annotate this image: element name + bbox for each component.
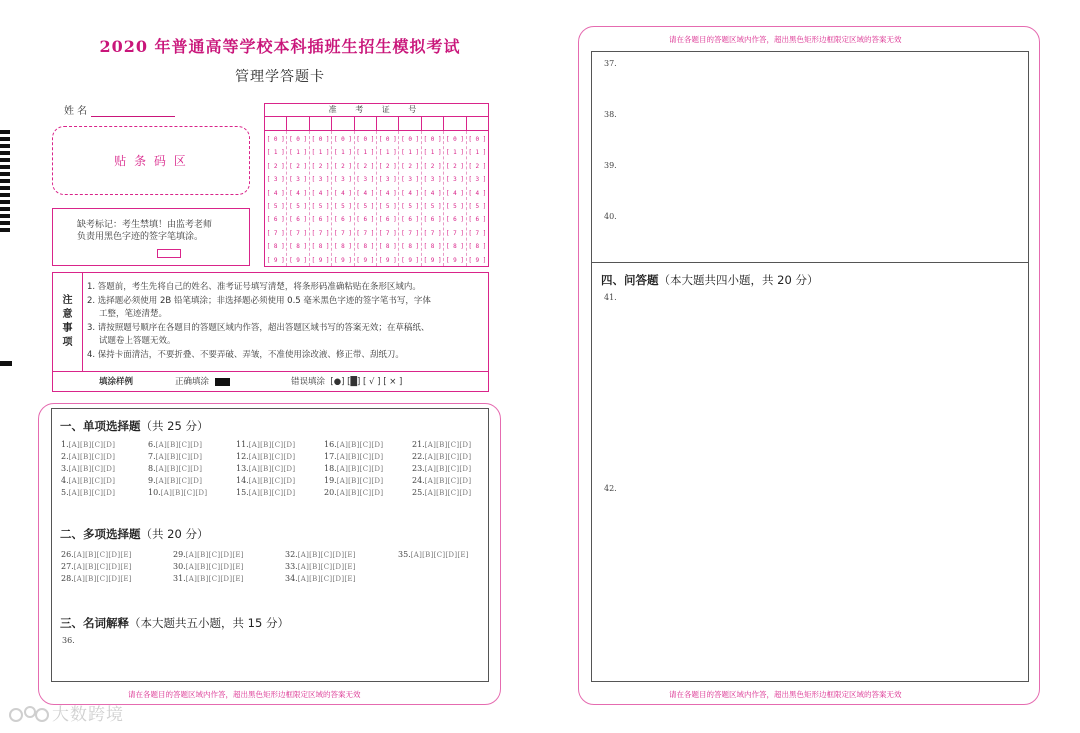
question-number: 3.: [61, 464, 69, 473]
exam-number-write-row: [265, 117, 488, 131]
exam-digit-bubble[interactable]: [ 5 ]: [289, 202, 308, 210]
exam-digit-bubble[interactable]: [ 6 ]: [445, 216, 464, 224]
question-number: 30.: [173, 562, 186, 571]
exam-digit-bubble[interactable]: [ 7 ]: [401, 229, 420, 237]
exam-digit-bubble[interactable]: [ 2 ]: [289, 162, 308, 170]
timing-mark: [0, 179, 10, 183]
question-row[interactable]: [412, 475, 471, 487]
exam-digit-column: [399, 131, 421, 266]
left-frame-note: 请在各题目的答题区域内作答，超出黑色矩形边框限定区域的答案无效: [128, 690, 361, 699]
exam-digit-bubble[interactable]: [ 1 ]: [311, 149, 330, 157]
question-37-label: 37.: [604, 59, 617, 68]
answer-options[interactable]: [A][B][C][D]: [424, 477, 472, 485]
question-row[interactable]: [173, 561, 244, 573]
exam-digit-bubble[interactable]: [ 1 ]: [468, 149, 487, 157]
answer-options[interactable]: [A][B][C][D][E]: [410, 551, 469, 559]
timing-mark: [0, 221, 10, 225]
question-number: 34.: [285, 574, 298, 583]
answer-options[interactable]: [A][B][C][D][E]: [73, 575, 132, 583]
exam-digit-bubble[interactable]: [ 7 ]: [468, 229, 487, 237]
exam-digit-bubble[interactable]: [ 6 ]: [266, 216, 285, 224]
exam-digit-bubble[interactable]: [ 3 ]: [445, 176, 464, 184]
exam-digit-bubble[interactable]: [ 2 ]: [333, 162, 352, 170]
timing-mark: [0, 130, 10, 134]
exam-digit-bubble[interactable]: [ 0 ]: [356, 136, 375, 143]
exam-digit-bubble[interactable]: [ 1 ]: [356, 149, 375, 157]
exam-digit-bubble[interactable]: [ 7 ]: [311, 229, 330, 237]
note-item: 工整，笔迹清楚。: [99, 309, 168, 319]
question-39-label: 39.: [604, 161, 617, 170]
timing-mark: [0, 186, 10, 190]
answer-options[interactable]: [A][B][C][D][E]: [297, 551, 356, 559]
exam-digit-bubble[interactable]: [ 4 ]: [289, 189, 308, 197]
question-row[interactable]: [236, 475, 295, 487]
exam-digit-bubble[interactable]: [ 9 ]: [401, 256, 420, 264]
exam-digit-bubble[interactable]: [ 7 ]: [356, 229, 375, 237]
exam-digit-bubble[interactable]: [ 0 ]: [423, 136, 442, 143]
question-number: 5.: [61, 488, 69, 497]
exam-digit-bubble[interactable]: [ 4 ]: [311, 189, 330, 197]
watermark: 大数跨境: [8, 700, 124, 726]
answer-options[interactable]: [A][B][C][D]: [68, 465, 116, 473]
timing-mark: [0, 214, 10, 218]
section2-title: 二、多项选择题（共 20 分）: [60, 527, 209, 541]
answer-options[interactable]: [A][B][C][D][E]: [73, 551, 132, 559]
timing-mark: [0, 172, 10, 176]
exam-digit-cell[interactable]: [377, 117, 399, 130]
fill-sample-label: 填涂样例: [99, 377, 134, 387]
question-row[interactable]: [148, 439, 207, 451]
exam-digit-bubble[interactable]: [ 8 ]: [468, 243, 487, 251]
answer-options[interactable]: [A][B][C][D]: [155, 453, 203, 461]
question-number: 33.: [285, 562, 298, 571]
question-40-label: 40.: [604, 212, 617, 221]
question-row[interactable]: [173, 573, 244, 585]
exam-digit-column: [355, 131, 377, 266]
exam-digit-bubble[interactable]: [ 2 ]: [356, 162, 375, 170]
question-number: 24.: [412, 476, 425, 485]
answer-options[interactable]: [A][B][C][D]: [248, 441, 296, 449]
exam-digit-bubble[interactable]: [ 1 ]: [401, 149, 420, 157]
exam-digit-bubble[interactable]: [ 6 ]: [378, 216, 397, 224]
answer-options[interactable]: [A][B][C][D]: [155, 477, 203, 485]
question-column: [285, 549, 356, 585]
exam-digit-cell[interactable]: [444, 117, 466, 130]
question-row[interactable]: [285, 561, 356, 573]
section3-title: 三、名词解释（本大题共五小题，共 15 分）: [60, 616, 289, 630]
question-row[interactable]: [412, 463, 471, 475]
question-number: 14.: [236, 476, 249, 485]
answer-options[interactable]: [A][B][C][D]: [336, 489, 384, 497]
question-number: 19.: [324, 476, 337, 485]
exam-digit-bubble[interactable]: [ 5 ]: [445, 202, 464, 210]
question-row[interactable]: [148, 463, 207, 475]
exam-digit-bubble[interactable]: [ 1 ]: [289, 149, 308, 157]
exam-digit-bubble[interactable]: [ 2 ]: [401, 162, 420, 170]
answer-options[interactable]: [A][B][C][D]: [248, 489, 296, 497]
exam-digit-bubble[interactable]: [ 2 ]: [266, 162, 285, 170]
exam-digit-bubble[interactable]: [ 0 ]: [468, 136, 487, 143]
exam-digit-bubble[interactable]: [ 0 ]: [333, 136, 352, 143]
question-row[interactable]: [61, 439, 115, 451]
question-number: 1.: [61, 440, 69, 449]
answer-options[interactable]: [A][B][C][D][E]: [297, 563, 356, 571]
timing-mark: [0, 144, 10, 148]
exam-digit-bubble[interactable]: [ 5 ]: [468, 202, 487, 210]
correct-fill-mark: [215, 378, 230, 386]
note-item: 3. 请按照题号顺序在各题目的答题区域内作答，超出答题区域书写的答案无效；在草稿纸、: [87, 322, 430, 333]
question-row[interactable]: [412, 487, 471, 499]
exam-digit-bubble[interactable]: [ 7 ]: [423, 229, 442, 237]
question-row[interactable]: [148, 451, 207, 463]
exam-digit-bubble[interactable]: [ 1 ]: [378, 149, 397, 157]
question-number: 25.: [412, 488, 425, 497]
question-row[interactable]: [236, 451, 295, 463]
question-row[interactable]: [61, 475, 115, 487]
question-row[interactable]: [61, 451, 115, 463]
exam-digit-bubble[interactable]: [ 5 ]: [266, 202, 285, 210]
question-row[interactable]: [236, 463, 295, 475]
exam-digit-bubble[interactable]: [ 0 ]: [401, 136, 420, 143]
question-row[interactable]: [61, 487, 115, 499]
exam-digit-bubble[interactable]: [ 2 ]: [468, 162, 487, 170]
exam-digit-bubble[interactable]: [ 4 ]: [333, 189, 352, 197]
absent-text-line1: 缺考标记：考生禁填！由监考老师: [77, 220, 213, 230]
exam-digit-bubble[interactable]: [ 3 ]: [266, 176, 285, 184]
section-divider: [591, 262, 1029, 263]
timing-mark: [0, 158, 10, 162]
exam-digit-column: [332, 131, 354, 266]
question-column: [61, 549, 132, 585]
exam-digit-bubble[interactable]: [ 6 ]: [401, 216, 420, 224]
name-line[interactable]: [91, 107, 175, 117]
question-number: 29.: [173, 550, 186, 559]
fill-wrong: 错误填涂 [●] [█] [ √ ] [ × ]: [291, 377, 403, 387]
question-row[interactable]: [61, 573, 132, 585]
answer-options[interactable]: [A][B][C][D]: [68, 477, 116, 485]
exam-number-grid: [264, 103, 489, 267]
exam-digit-bubble[interactable]: [ 2 ]: [311, 162, 330, 170]
timing-mark: [0, 200, 10, 204]
exam-digit-bubble[interactable]: [ 4 ]: [468, 189, 487, 197]
exam-digit-bubble[interactable]: [ 4 ]: [356, 189, 375, 197]
answer-options[interactable]: [A][B][C][D]: [248, 453, 296, 461]
exam-digit-column: [444, 131, 466, 266]
answer-options[interactable]: [A][B][C][D]: [424, 465, 472, 473]
exam-digit-column: [287, 131, 309, 266]
right-frame-note-bottom: 请在各题目的答题区域内作答，超出黑色矩形边框限定区域的答案无效: [669, 690, 902, 699]
exam-digit-cell[interactable]: [332, 117, 354, 130]
timing-mark: [0, 165, 10, 169]
question-row[interactable]: [148, 475, 207, 487]
section1-title: 一、单项选择题（共 25 分）: [60, 419, 209, 433]
question-column: [148, 439, 207, 499]
exam-digit-cell[interactable]: [310, 117, 332, 130]
question-number: 6.: [148, 440, 156, 449]
exam-digit-bubble[interactable]: [ 5 ]: [401, 202, 420, 210]
exam-digit-bubble[interactable]: [ 9 ]: [333, 256, 352, 264]
exam-digit-bubble[interactable]: [ 3 ]: [378, 176, 397, 184]
exam-digit-bubble[interactable]: [ 6 ]: [356, 216, 375, 224]
exam-digit-bubble[interactable]: [ 3 ]: [356, 176, 375, 184]
question-number: 8.: [148, 464, 156, 473]
question-36-answer-area[interactable]: [60, 648, 480, 676]
question-number: 31.: [173, 574, 186, 583]
exam-digit-bubble[interactable]: [ 5 ]: [333, 202, 352, 210]
exam-digit-bubble[interactable]: [ 1 ]: [333, 149, 352, 157]
exam-digit-bubble[interactable]: [ 1 ]: [445, 149, 464, 157]
answer-options[interactable]: [A][B][C][D]: [160, 489, 208, 497]
exam-digit-bubble[interactable]: [ 9 ]: [266, 256, 285, 264]
watermark-logo-icon: [8, 704, 52, 726]
exam-digit-bubble[interactable]: [ 6 ]: [333, 216, 352, 224]
notes-label: 注 意 事 项: [53, 273, 83, 371]
question-row[interactable]: [285, 549, 356, 561]
exam-digit-column: [377, 131, 399, 266]
question-column: [324, 439, 383, 499]
question-number: 21.: [412, 440, 425, 449]
exam-number-bubbles: [265, 131, 488, 266]
question-number: 10.: [148, 488, 161, 497]
exam-digit-bubble[interactable]: [ 8 ]: [401, 243, 420, 251]
question-number: 22.: [412, 452, 425, 461]
exam-digit-bubble[interactable]: [ 9 ]: [311, 256, 330, 264]
answer-options[interactable]: [A][B][C][D][E]: [297, 575, 356, 583]
question-41-label: 41.: [604, 293, 617, 302]
exam-digit-bubble[interactable]: [ 8 ]: [445, 243, 464, 251]
exam-digit-bubble[interactable]: [ 6 ]: [468, 216, 487, 224]
exam-digit-cell[interactable]: [287, 117, 309, 130]
absent-fill-box[interactable]: [157, 249, 181, 258]
answer-options[interactable]: [A][B][C][D]: [68, 441, 116, 449]
question-number: 4.: [61, 476, 69, 485]
exam-digit-bubble[interactable]: [ 6 ]: [289, 216, 308, 224]
page-subtitle: 管理学答题卡: [235, 69, 325, 85]
exam-digit-cell[interactable]: [355, 117, 377, 130]
exam-digit-bubble[interactable]: [ 1 ]: [266, 149, 285, 157]
answer-options[interactable]: [A][B][C][D]: [336, 477, 384, 485]
question-row[interactable]: [236, 439, 295, 451]
exam-digit-bubble[interactable]: [ 5 ]: [356, 202, 375, 210]
exam-digit-bubble[interactable]: [ 8 ]: [423, 243, 442, 251]
answer-options[interactable]: [A][B][C][D]: [248, 477, 296, 485]
exam-digit-cell[interactable]: [399, 117, 421, 130]
timing-mark: [0, 193, 10, 197]
question-42-label: 42.: [604, 484, 617, 493]
exam-digit-bubble[interactable]: [ 7 ]: [378, 229, 397, 237]
section4-title: 四、问答题（本大题共四小题，共 20 分）: [601, 273, 819, 287]
question-number: 20.: [324, 488, 337, 497]
exam-digit-bubble[interactable]: [ 2 ]: [445, 162, 464, 170]
name-label: 姓 名: [64, 106, 88, 117]
exam-digit-bubble[interactable]: [ 6 ]: [311, 216, 330, 224]
exam-number-title: 准 考 证 号: [265, 104, 488, 117]
exam-digit-bubble[interactable]: [ 5 ]: [378, 202, 397, 210]
question-column: [173, 549, 244, 585]
question-number: 2.: [61, 452, 69, 461]
timing-marks: [0, 130, 10, 235]
answer-options[interactable]: [A][B][C][D]: [424, 489, 472, 497]
exam-digit-bubble[interactable]: [ 8 ]: [356, 243, 375, 251]
timing-mark: [0, 207, 10, 211]
right-answer-area: [591, 51, 1029, 682]
note-item: 2. 选择题必须使用 2B 铅笔填涂；非选择题必须使用 0.5 毫米黑色字迹的签字笔书写，字体: [87, 295, 431, 306]
question-number: 15.: [236, 488, 249, 497]
exam-digit-bubble[interactable]: [ 0 ]: [266, 136, 285, 143]
question-row[interactable]: [412, 439, 471, 451]
timing-mark: [0, 137, 10, 141]
question-row[interactable]: [61, 463, 115, 475]
exam-digit-bubble[interactable]: [ 7 ]: [266, 229, 285, 237]
question-row[interactable]: [285, 573, 356, 585]
question-row[interactable]: [324, 439, 383, 451]
exam-digit-cell[interactable]: [265, 117, 287, 130]
exam-digit-bubble[interactable]: [ 2 ]: [423, 162, 442, 170]
question-column: [61, 439, 115, 499]
question-row[interactable]: [148, 487, 207, 499]
exam-digit-column: [467, 131, 488, 266]
exam-digit-bubble[interactable]: [ 5 ]: [311, 202, 330, 210]
exam-digit-bubble[interactable]: [ 4 ]: [401, 189, 420, 197]
question-number: 27.: [61, 562, 74, 571]
exam-digit-bubble[interactable]: [ 4 ]: [445, 189, 464, 197]
answer-options[interactable]: [A][B][C][D][E]: [73, 563, 132, 571]
answer-options[interactable]: [A][B][C][D]: [336, 441, 384, 449]
question-column: [412, 439, 471, 499]
exam-digit-bubble[interactable]: [ 2 ]: [378, 162, 397, 170]
question-number: 35.: [398, 550, 411, 559]
question-column: [236, 439, 295, 499]
question-row[interactable]: [61, 561, 132, 573]
question-row[interactable]: [324, 475, 383, 487]
exam-digit-bubble[interactable]: [ 3 ]: [289, 176, 308, 184]
exam-digit-bubble[interactable]: [ 3 ]: [468, 176, 487, 184]
exam-digit-cell[interactable]: [467, 117, 488, 130]
answer-options[interactable]: [A][B][C][D]: [68, 453, 116, 461]
exam-digit-bubble[interactable]: [ 3 ]: [401, 176, 420, 184]
exam-digit-column: [422, 131, 444, 266]
exam-digit-bubble[interactable]: [ 9 ]: [423, 256, 442, 264]
exam-digit-bubble[interactable]: [ 8 ]: [289, 243, 308, 251]
question-column: [398, 549, 469, 561]
fill-correct: 正确填涂: [175, 372, 230, 392]
timing-mark: [0, 228, 10, 232]
answer-options[interactable]: [A][B][C][D]: [155, 465, 203, 473]
exam-digit-bubble[interactable]: [ 9 ]: [289, 256, 308, 264]
question-row[interactable]: [173, 549, 244, 561]
question-row[interactable]: [324, 463, 383, 475]
question-number: 11.: [236, 440, 249, 449]
question-row[interactable]: [236, 487, 295, 499]
answer-options[interactable]: [A][B][C][D][E]: [185, 551, 244, 559]
question-row[interactable]: [324, 487, 383, 499]
exam-digit-bubble[interactable]: [ 9 ]: [356, 256, 375, 264]
note-item: 1. 答题前，考生先将自己的姓名、准考证号填写清楚，将条形码准确粘贴在条形区域内。: [87, 282, 421, 292]
name-field[interactable]: [64, 102, 175, 117]
exam-digit-bubble[interactable]: [ 9 ]: [468, 256, 487, 264]
answer-options[interactable]: [A][B][C][D]: [155, 441, 203, 449]
page-title: 2020 年普通高等学校本科插班生招生模拟考试: [99, 37, 461, 56]
timing-mark: [0, 151, 10, 155]
note-item: 4. 保持卡面清洁，不要折叠、不要弄破、弄皱，不准使用涂改液、修正带、刮纸刀。: [87, 349, 404, 360]
exam-digit-column: [265, 131, 287, 266]
answer-options[interactable]: [A][B][C][D][E]: [185, 575, 244, 583]
question-number: 13.: [236, 464, 249, 473]
question-number: 16.: [324, 440, 337, 449]
exam-digit-cell[interactable]: [422, 117, 444, 130]
answer-options[interactable]: [A][B][C][D]: [336, 453, 384, 461]
exam-digit-bubble[interactable]: [ 0 ]: [289, 136, 308, 143]
answer-options[interactable]: [A][B][C][D]: [336, 465, 384, 473]
exam-digit-bubble[interactable]: [ 9 ]: [378, 256, 397, 264]
question-36-label: 36.: [62, 636, 75, 645]
question-number: 26.: [61, 550, 74, 559]
answer-options[interactable]: [A][B][C][D]: [424, 441, 472, 449]
timing-mark: [0, 361, 12, 366]
notes-list: [87, 281, 483, 362]
answer-options[interactable]: [A][B][C][D]: [68, 489, 116, 497]
absent-text-line2: 负责用黑色字迹的签字笔填涂。: [77, 232, 204, 242]
question-number: 23.: [412, 464, 425, 473]
question-number: 12.: [236, 452, 249, 461]
exam-digit-column: [310, 131, 332, 266]
exam-digit-bubble[interactable]: [ 8 ]: [378, 243, 397, 251]
exam-digit-bubble[interactable]: [ 7 ]: [333, 229, 352, 237]
question-38-label: 38.: [604, 110, 617, 119]
exam-digit-bubble[interactable]: [ 3 ]: [311, 176, 330, 184]
notes-box: [52, 272, 489, 392]
exam-digit-bubble[interactable]: [ 3 ]: [423, 176, 442, 184]
answer-options[interactable]: [A][B][C][D]: [424, 453, 472, 461]
exam-digit-bubble[interactable]: [ 0 ]: [445, 136, 464, 143]
exam-digit-bubble[interactable]: [ 0 ]: [311, 136, 330, 143]
exam-digit-bubble[interactable]: [ 8 ]: [266, 243, 285, 251]
fill-sample-row: [53, 371, 488, 392]
exam-digit-bubble[interactable]: [ 6 ]: [423, 216, 442, 224]
right-frame-note-top: 请在各题目的答题区域内作答，超出黑色矩形边框限定区域的答案无效: [669, 35, 902, 44]
exam-digit-bubble[interactable]: [ 3 ]: [333, 176, 352, 184]
question-row[interactable]: [398, 549, 469, 561]
barcode-area: 贴 条 码 区: [52, 126, 250, 195]
exam-digit-bubble[interactable]: [ 8 ]: [333, 243, 352, 251]
question-number: 17.: [324, 452, 337, 461]
exam-digit-bubble[interactable]: [ 8 ]: [311, 243, 330, 251]
exam-digit-bubble[interactable]: [ 4 ]: [378, 189, 397, 197]
absent-mark-box: [52, 208, 250, 266]
question-number: 28.: [61, 574, 74, 583]
question-row[interactable]: [412, 451, 471, 463]
answer-options[interactable]: [A][B][C][D]: [248, 465, 296, 473]
question-number: 9.: [148, 476, 156, 485]
exam-digit-bubble[interactable]: [ 4 ]: [423, 189, 442, 197]
exam-digit-bubble[interactable]: [ 1 ]: [423, 149, 442, 157]
exam-digit-bubble[interactable]: [ 0 ]: [378, 136, 397, 143]
exam-digit-bubble[interactable]: [ 5 ]: [423, 202, 442, 210]
question-row[interactable]: [61, 549, 132, 561]
exam-digit-bubble[interactable]: [ 4 ]: [266, 189, 285, 197]
exam-digit-bubble[interactable]: [ 7 ]: [289, 229, 308, 237]
question-number: 18.: [324, 464, 337, 473]
exam-digit-bubble[interactable]: [ 7 ]: [445, 229, 464, 237]
question-row[interactable]: [324, 451, 383, 463]
exam-digit-bubble[interactable]: [ 9 ]: [445, 256, 464, 264]
question-number: 7.: [148, 452, 156, 461]
note-item: 试题卷上答题无效。: [99, 336, 176, 346]
answer-options[interactable]: [A][B][C][D][E]: [185, 563, 244, 571]
question-number: 32.: [285, 550, 298, 559]
